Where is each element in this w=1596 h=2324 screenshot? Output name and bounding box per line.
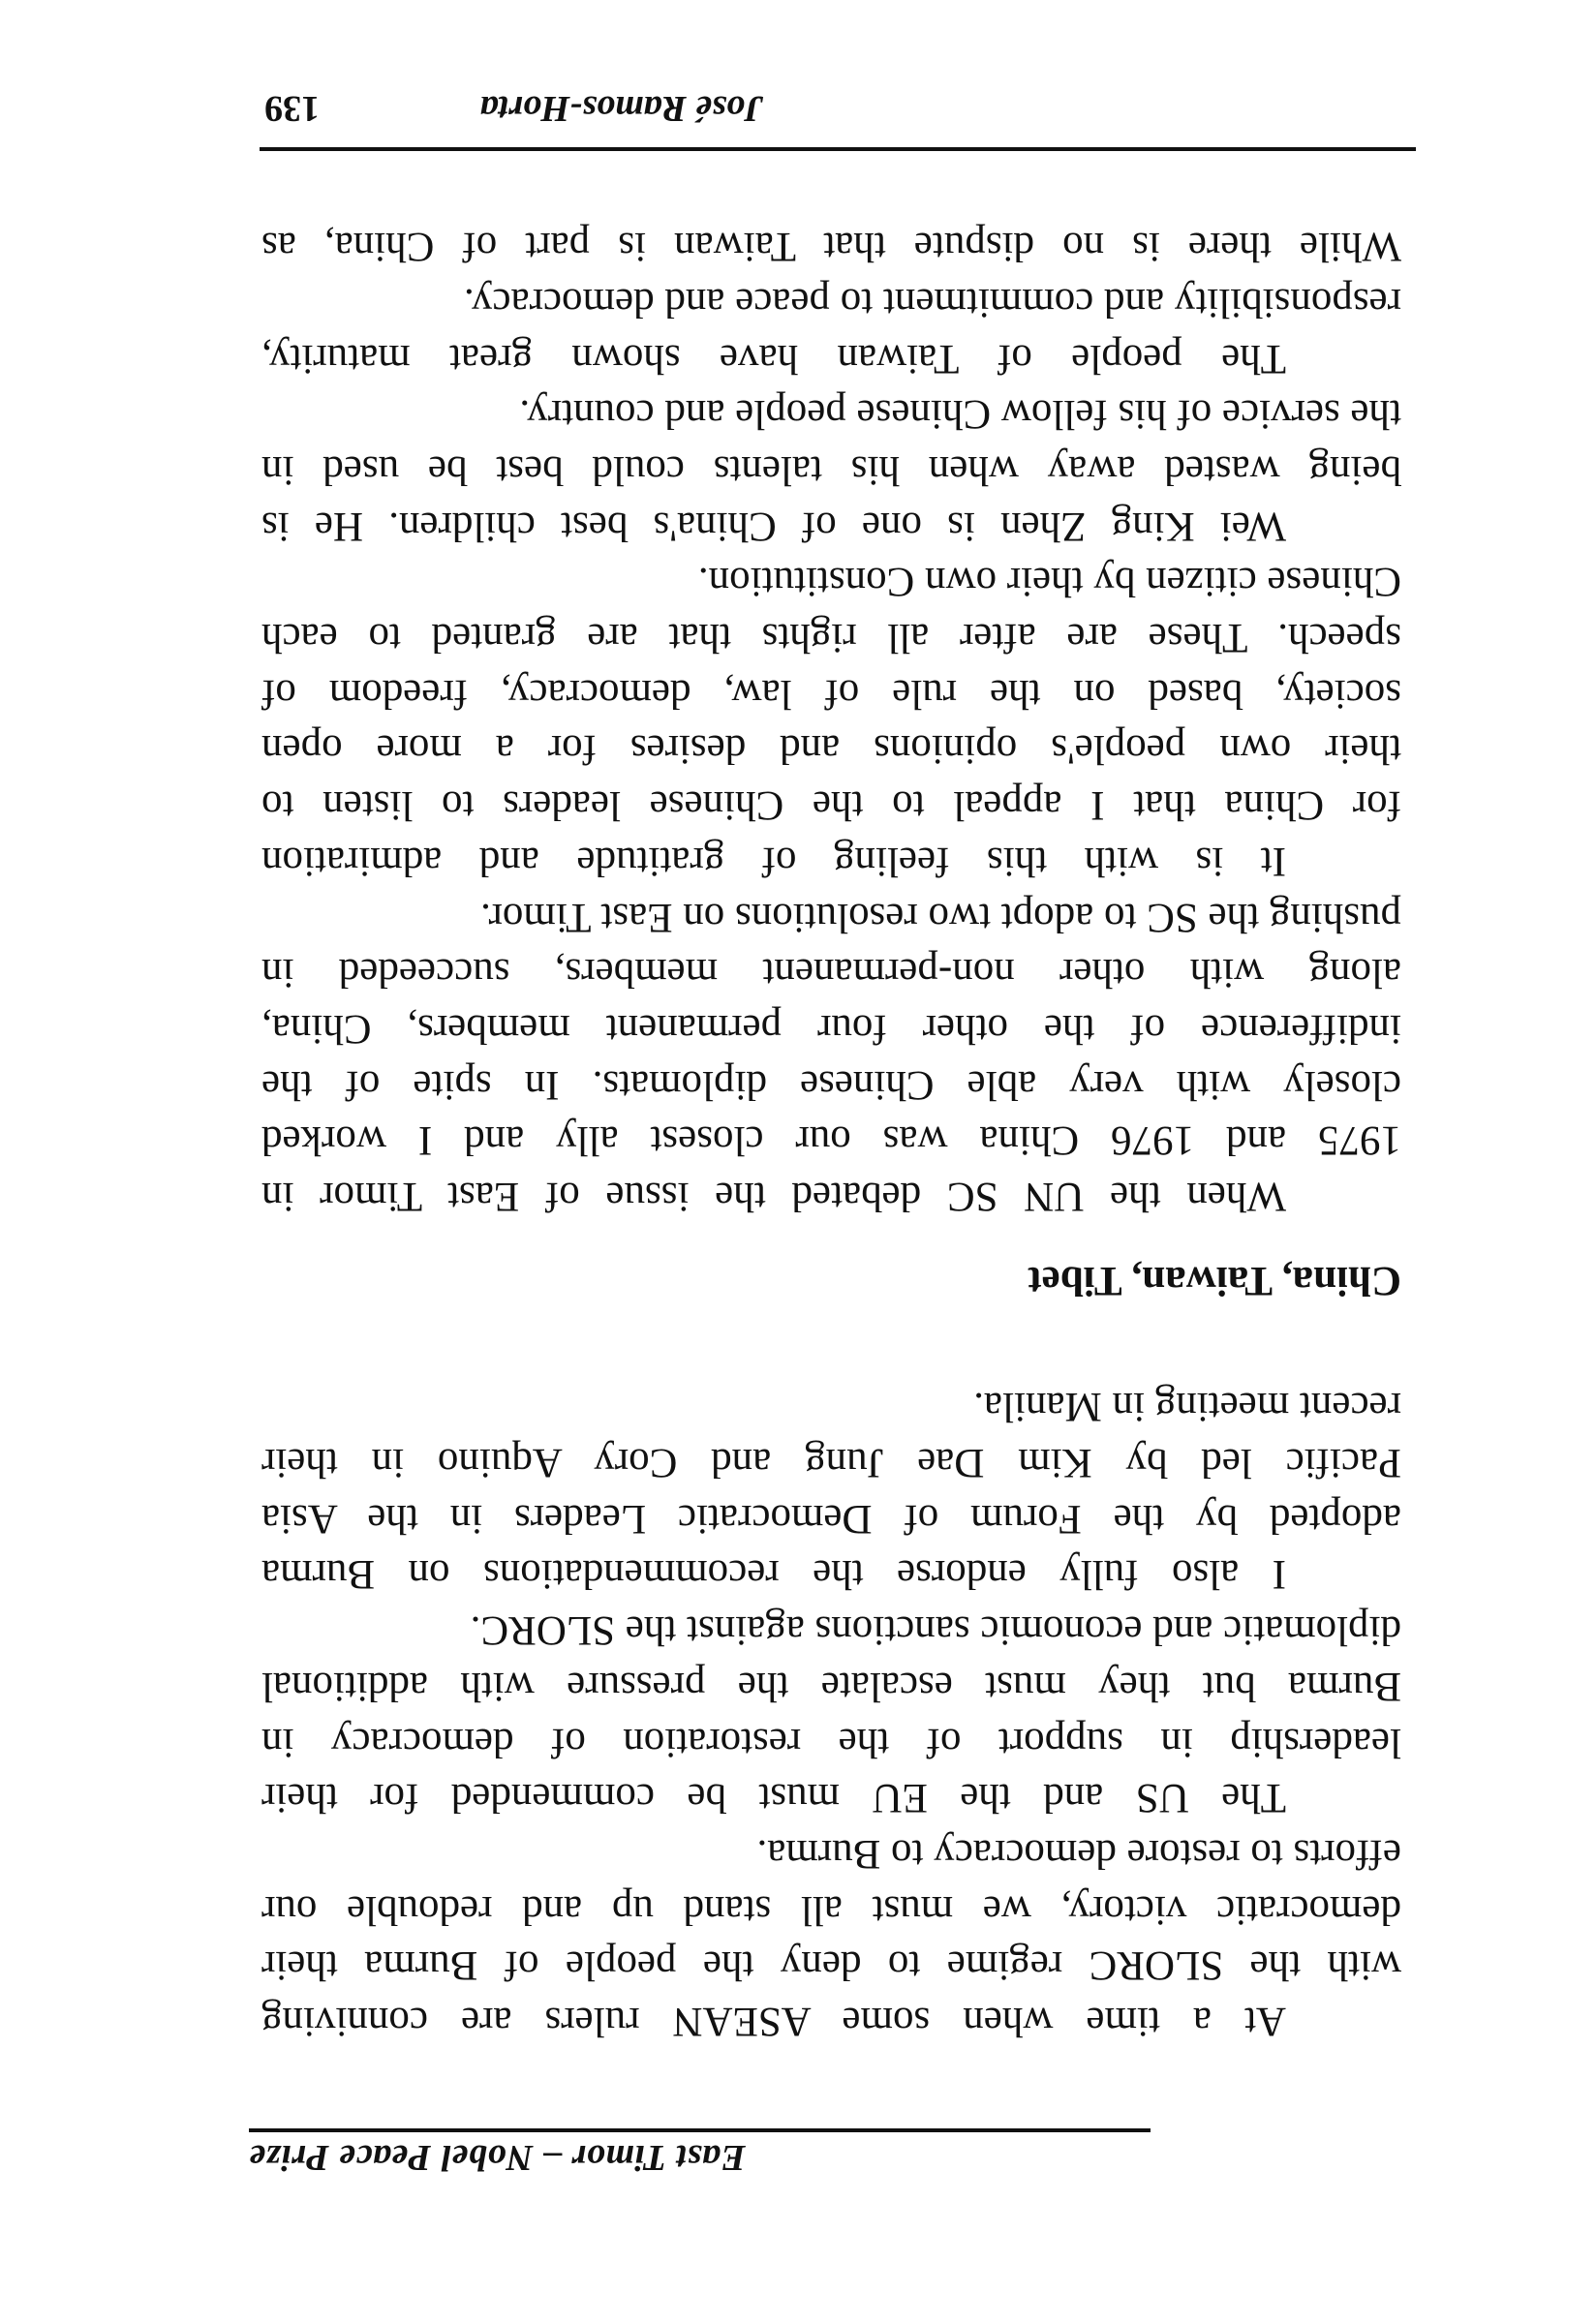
text-line: Burma but they must escalate the pressure with additional <box>261 1663 1401 1709</box>
china-paragraphs <box>261 219 1401 1224</box>
text-line: recent meeting in Manila. <box>973 1384 1401 1430</box>
text-line: democratic victory, we must all stand up and redouble our <box>261 1886 1401 1933</box>
header-rule <box>249 2128 1151 2132</box>
text-line: adopted by the Forum of Democratic Leaders in the Asia <box>261 1495 1401 1542</box>
text-line: The US and the EU must be commended for their <box>261 1775 1286 1821</box>
text-line: Pacific led by Kim Dae Jung and Cory Aquino in their <box>261 1440 1401 1486</box>
text-line: speech. These are after all rights that are granted to each <box>261 615 1401 661</box>
text-line: responsibility and commitment to peace and democracy. <box>464 280 1401 325</box>
text-line: the service of his fellow Chinese people and country. <box>519 391 1401 438</box>
footer-rule <box>260 147 1416 151</box>
text-line: efforts to restore democracy to Burma. <box>756 1830 1401 1877</box>
text-line: their own people's opinions and desires for a more open <box>261 726 1401 773</box>
section-heading: China, Taiwan, Tibet <box>1028 1258 1401 1303</box>
text-line: It is with this feeling of gratitude and admiration <box>261 838 1286 884</box>
text-line: Chinese citizen by their own Constitution. <box>697 559 1401 605</box>
text-line: closely with very able Chinese diplomats. In spite of the <box>261 1061 1401 1108</box>
text-line: At a time when some ASEAN rulers are conniving <box>261 1999 1286 2044</box>
text-line: diplomatic and economic sanctions against the SLORC. <box>470 1607 1401 1654</box>
text-line: The people of Taiwan have shown great maturity, <box>261 335 1286 382</box>
author-name: José Ramos-Horta <box>479 88 763 129</box>
running-head: East Timor – Nobel Peace Prize <box>249 2137 746 2178</box>
text-line: along with other non-permanent members, succeeded in <box>261 950 1401 996</box>
text-line: pushing the SC to adopt two resolutions on East Timor. <box>480 894 1401 940</box>
text-line: society, based on the rule of law, democracy, freedom of <box>261 670 1401 717</box>
text-line: being wasted away when his talents could best be used in <box>261 447 1401 494</box>
text-line: When the UN SC debated the issue of East Timor in <box>261 1174 1286 1219</box>
burma-paragraphs <box>261 1379 1401 2049</box>
text-line: with the SLORC regime to deny the people of Burma their <box>261 1942 1401 1989</box>
page-number: 139 <box>264 88 320 129</box>
text-line: While there is no dispute that Taiwan is part of China, as <box>261 224 1401 270</box>
footer <box>264 89 763 128</box>
text-line: I also fully endorse the recommendations on Burma <box>261 1551 1286 1598</box>
text-line: Wei King Zhen is one of China's best children. He is <box>261 503 1286 549</box>
text-line: for China that I appeal to the Chinese leaders to listen to <box>261 782 1401 829</box>
text-line: indifference of the other four permanent members, China, <box>261 1005 1401 1052</box>
text-line: leadership in support of the restoration of democracy in <box>261 1719 1401 1765</box>
text-line: 1975 and 1976 China was our closest ally and I worked <box>261 1117 1401 1164</box>
